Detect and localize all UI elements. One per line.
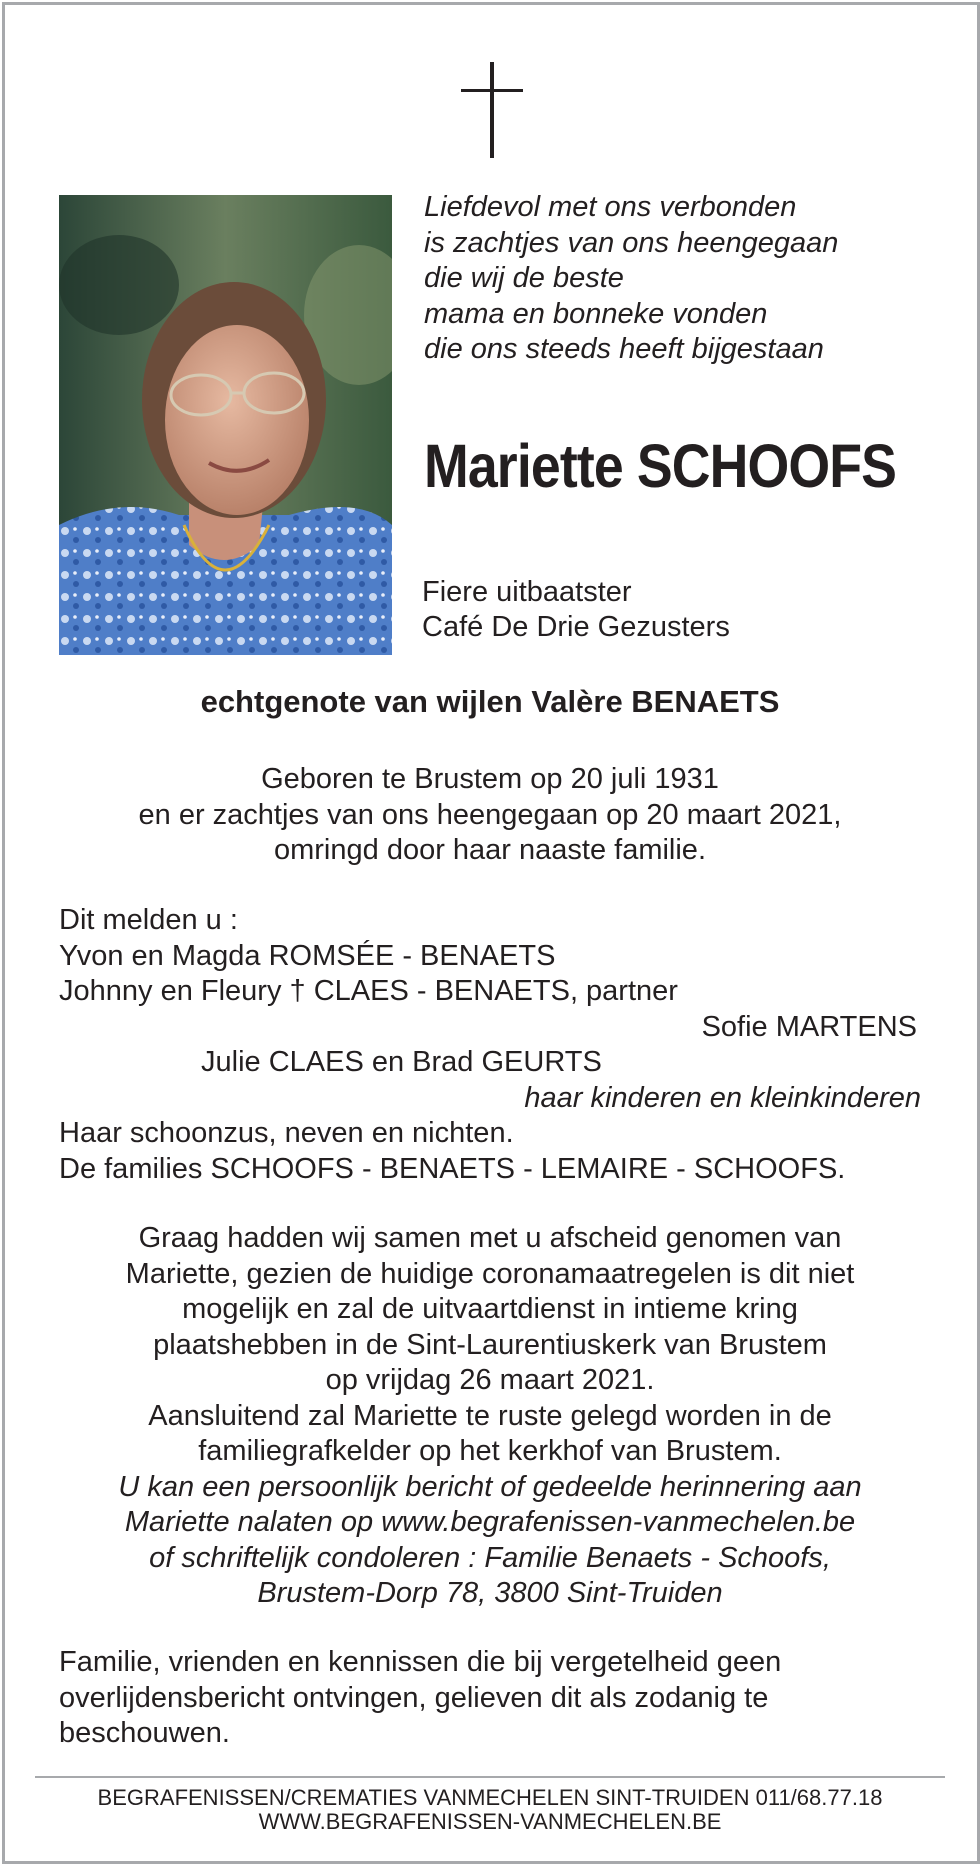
footer-divider [35,1776,945,1778]
service-line: Aansluitend zal Mariette te ruste gelegd worden in de [148,1399,832,1432]
birth-line: en er zachtjes van ons heengegaan op 20 maart 2021, [138,798,842,831]
birth-line: omringd door haar naaste familie. [273,834,706,866]
spouse-line: echtgenote van wijlen Valère BENAETS [200,684,780,719]
service-line: mogelijk en zal de uitvaartdienst in intieme kring [182,1293,798,1325]
poem-line: die ons steeds heeft bijgestaan [424,333,824,365]
service-line: Mariette, gezien de huidige coronamaatregelen is dit niet [125,1257,855,1290]
poem-line: is zachtjes van ons heengegaan [424,226,839,259]
condolence-line: Brustem-Dorp 78, 3800 Sint-Truiden [257,1577,723,1609]
service-line: op vrijdag 26 maart 2021. [325,1364,655,1396]
birth-death-details [0,762,980,869]
occupation-line: Café De Drie Gezusters [422,611,730,643]
children-label: haar kinderen en kleinkinderen [524,1082,921,1114]
service-line: Graag hadden wij samen met u afscheid genomen van [138,1222,842,1254]
deceased-name: Mariette SCHOOFS [424,432,897,500]
footer-company: BEGRAFENISSEN/CREMATIES VANMECHELEN SINT-TRUIDEN 011/68.77.18 [97,1785,883,1810]
closing-line: beschouwen. [59,1717,230,1749]
relative-line: Johnny en Fleury † CLAES - BENAETS, partner [59,975,678,1007]
condolence-line: of schriftelijk condoleren : Familie Benaets - Schoofs, [149,1541,831,1574]
funeral-home-footer [0,1786,980,1834]
service-line: familiegrafkelder op het kerkhof van Brustem. [198,1435,782,1467]
relative-line: Yvon en Magda ROMSÉE - BENAETS [59,940,556,972]
closing-line: overlijdensbericht ontvingen, gelieven dit als zodanig te [59,1681,769,1714]
poem-line: die wij de beste [424,262,624,294]
relative-line: De families SCHOOFS - BENAETS - LEMAIRE - SCHOOFS. [59,1153,846,1185]
memorial-poem [424,190,944,368]
deceased-occupation [422,575,730,645]
poem-line: Liefdevol met ons verbonden [424,191,797,223]
occupation-line: Fiere uitbaatster [422,576,632,608]
closing-line: Familie, vrienden en kennissen die bij vergetelheid geen [59,1646,782,1678]
relative-line: Julie CLAES en Brad GEURTS [201,1046,602,1078]
announcers-intro: Dit melden u : [59,904,238,936]
condolence-line: U kan een persoonlijk bericht of gedeelde herinnering aan [118,1470,862,1503]
relative-line: Sofie MARTENS [701,1011,917,1043]
footer-website: WWW.BEGRAFENISSEN-VANMECHELEN.BE [258,1809,722,1834]
birth-line: Geboren te Brustem op 20 juli 1931 [261,763,719,795]
funeral-service-info [0,1221,980,1612]
portrait-photo [59,195,392,655]
cross-icon [461,62,523,158]
closing-note [59,1645,939,1752]
poem-line: mama en bonneke vonden [424,297,768,330]
condolence-line: Mariette nalaten op www.begrafenissen-vanmechelen.be [124,1506,856,1538]
relative-line: Haar schoonzus, neven en nichten. [59,1117,514,1149]
service-line: plaatshebben in de Sint-Laurentiuskerk van Brustem [153,1328,827,1361]
